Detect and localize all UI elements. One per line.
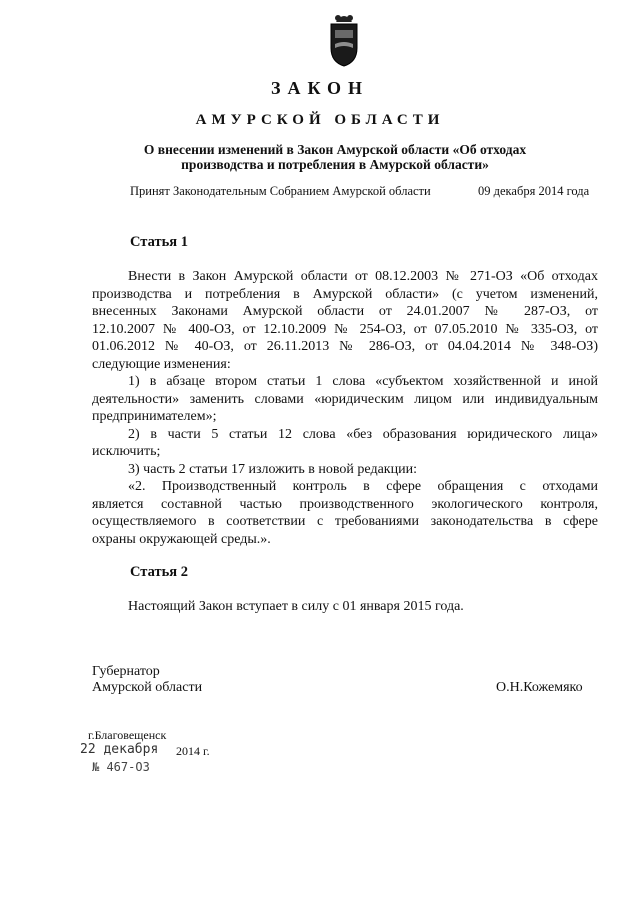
document-subtitle: АМУРСКОЙ ОБЛАСТИ [195,112,445,128]
signatory-position-line: Губернатор [92,664,160,679]
article-1-line: является составной частью производственного экологического контроля, [92,496,598,512]
article-2-heading: Статья 2 [130,564,188,580]
adopted-date: 09 декабря 2014 года [478,184,590,198]
article-1-line: внесенных Законами Амурской области от 24.01.2007 № 287-ОЗ, от [92,304,598,319]
document-title: ЗАКОН [270,78,370,98]
article-2-text: Настоящий Закон вступает в силу с 01 января 2015 года. [128,599,464,614]
article-1-line: 12.10.2007 № 400-ОЗ, от 12.10.2009 № 254-ОЗ, от 07.05.2010 № 335-ОЗ, от [92,321,598,337]
date-handwritten: 22 декабря [80,742,159,757]
law-name-line: О внесении изменений в Закон Амурской области «Об отходах [143,142,527,157]
signatory-position [92,664,202,696]
article-1-line: производства и потребления в Амурской области» (с учетом изменений, [92,286,598,302]
adopted-by: Принят Законодательным Собранием Амурской области [130,184,431,198]
law-number: № 467-ОЗ [92,760,150,774]
article-1-line: исключить; [92,444,161,459]
city: г.Благовещенск [88,728,167,742]
article-1-line: Внести в Закон Амурской области от 08.12.2003 № 271-ОЗ «Об отходах [128,269,598,284]
article-1-line: «2. Производственный контроль в сфере обращения с отходами [128,479,598,494]
article-1-line: осуществляемого в соответствии с требованиями законодательства в сфере [92,514,598,529]
signatory-name: О.Н.Кожемяко [496,680,583,695]
article-1-line: 01.06.2012 № 40-ОЗ, от 26.11.2013 № 286-ОЗ, от 04.04.2014 № 348-ОЗ) [92,339,598,354]
article-1-heading: Статья 1 [130,234,188,250]
article-1-line: 2) в части 5 статьи 12 слова «без образования юридического лица» [128,426,598,442]
year: 2014 г. [176,744,210,758]
article-1-line: охраны окружающей среды.». [92,531,271,547]
amur-oblast-coat-of-arms-icon [327,8,361,68]
law-name [120,142,550,172]
law-name-line: производства и потребления в Амурской области» [181,157,489,172]
signatory-position-line: Амурской области [92,680,203,695]
article-1-line: 1) в абзаце втором статьи 1 слова «субъектом хозяйственной и иной [128,374,598,389]
article-1-body [92,268,598,548]
article-1-line: деятельности» заменить словами «юридическим лицом или индивидуальным [92,391,598,407]
article-1-line: предпринимателем»; [92,409,217,424]
article-1-line: следующие изменения: [92,356,231,372]
article-1-line: 3) часть 2 статьи 17 изложить в новой редакции: [128,461,417,477]
